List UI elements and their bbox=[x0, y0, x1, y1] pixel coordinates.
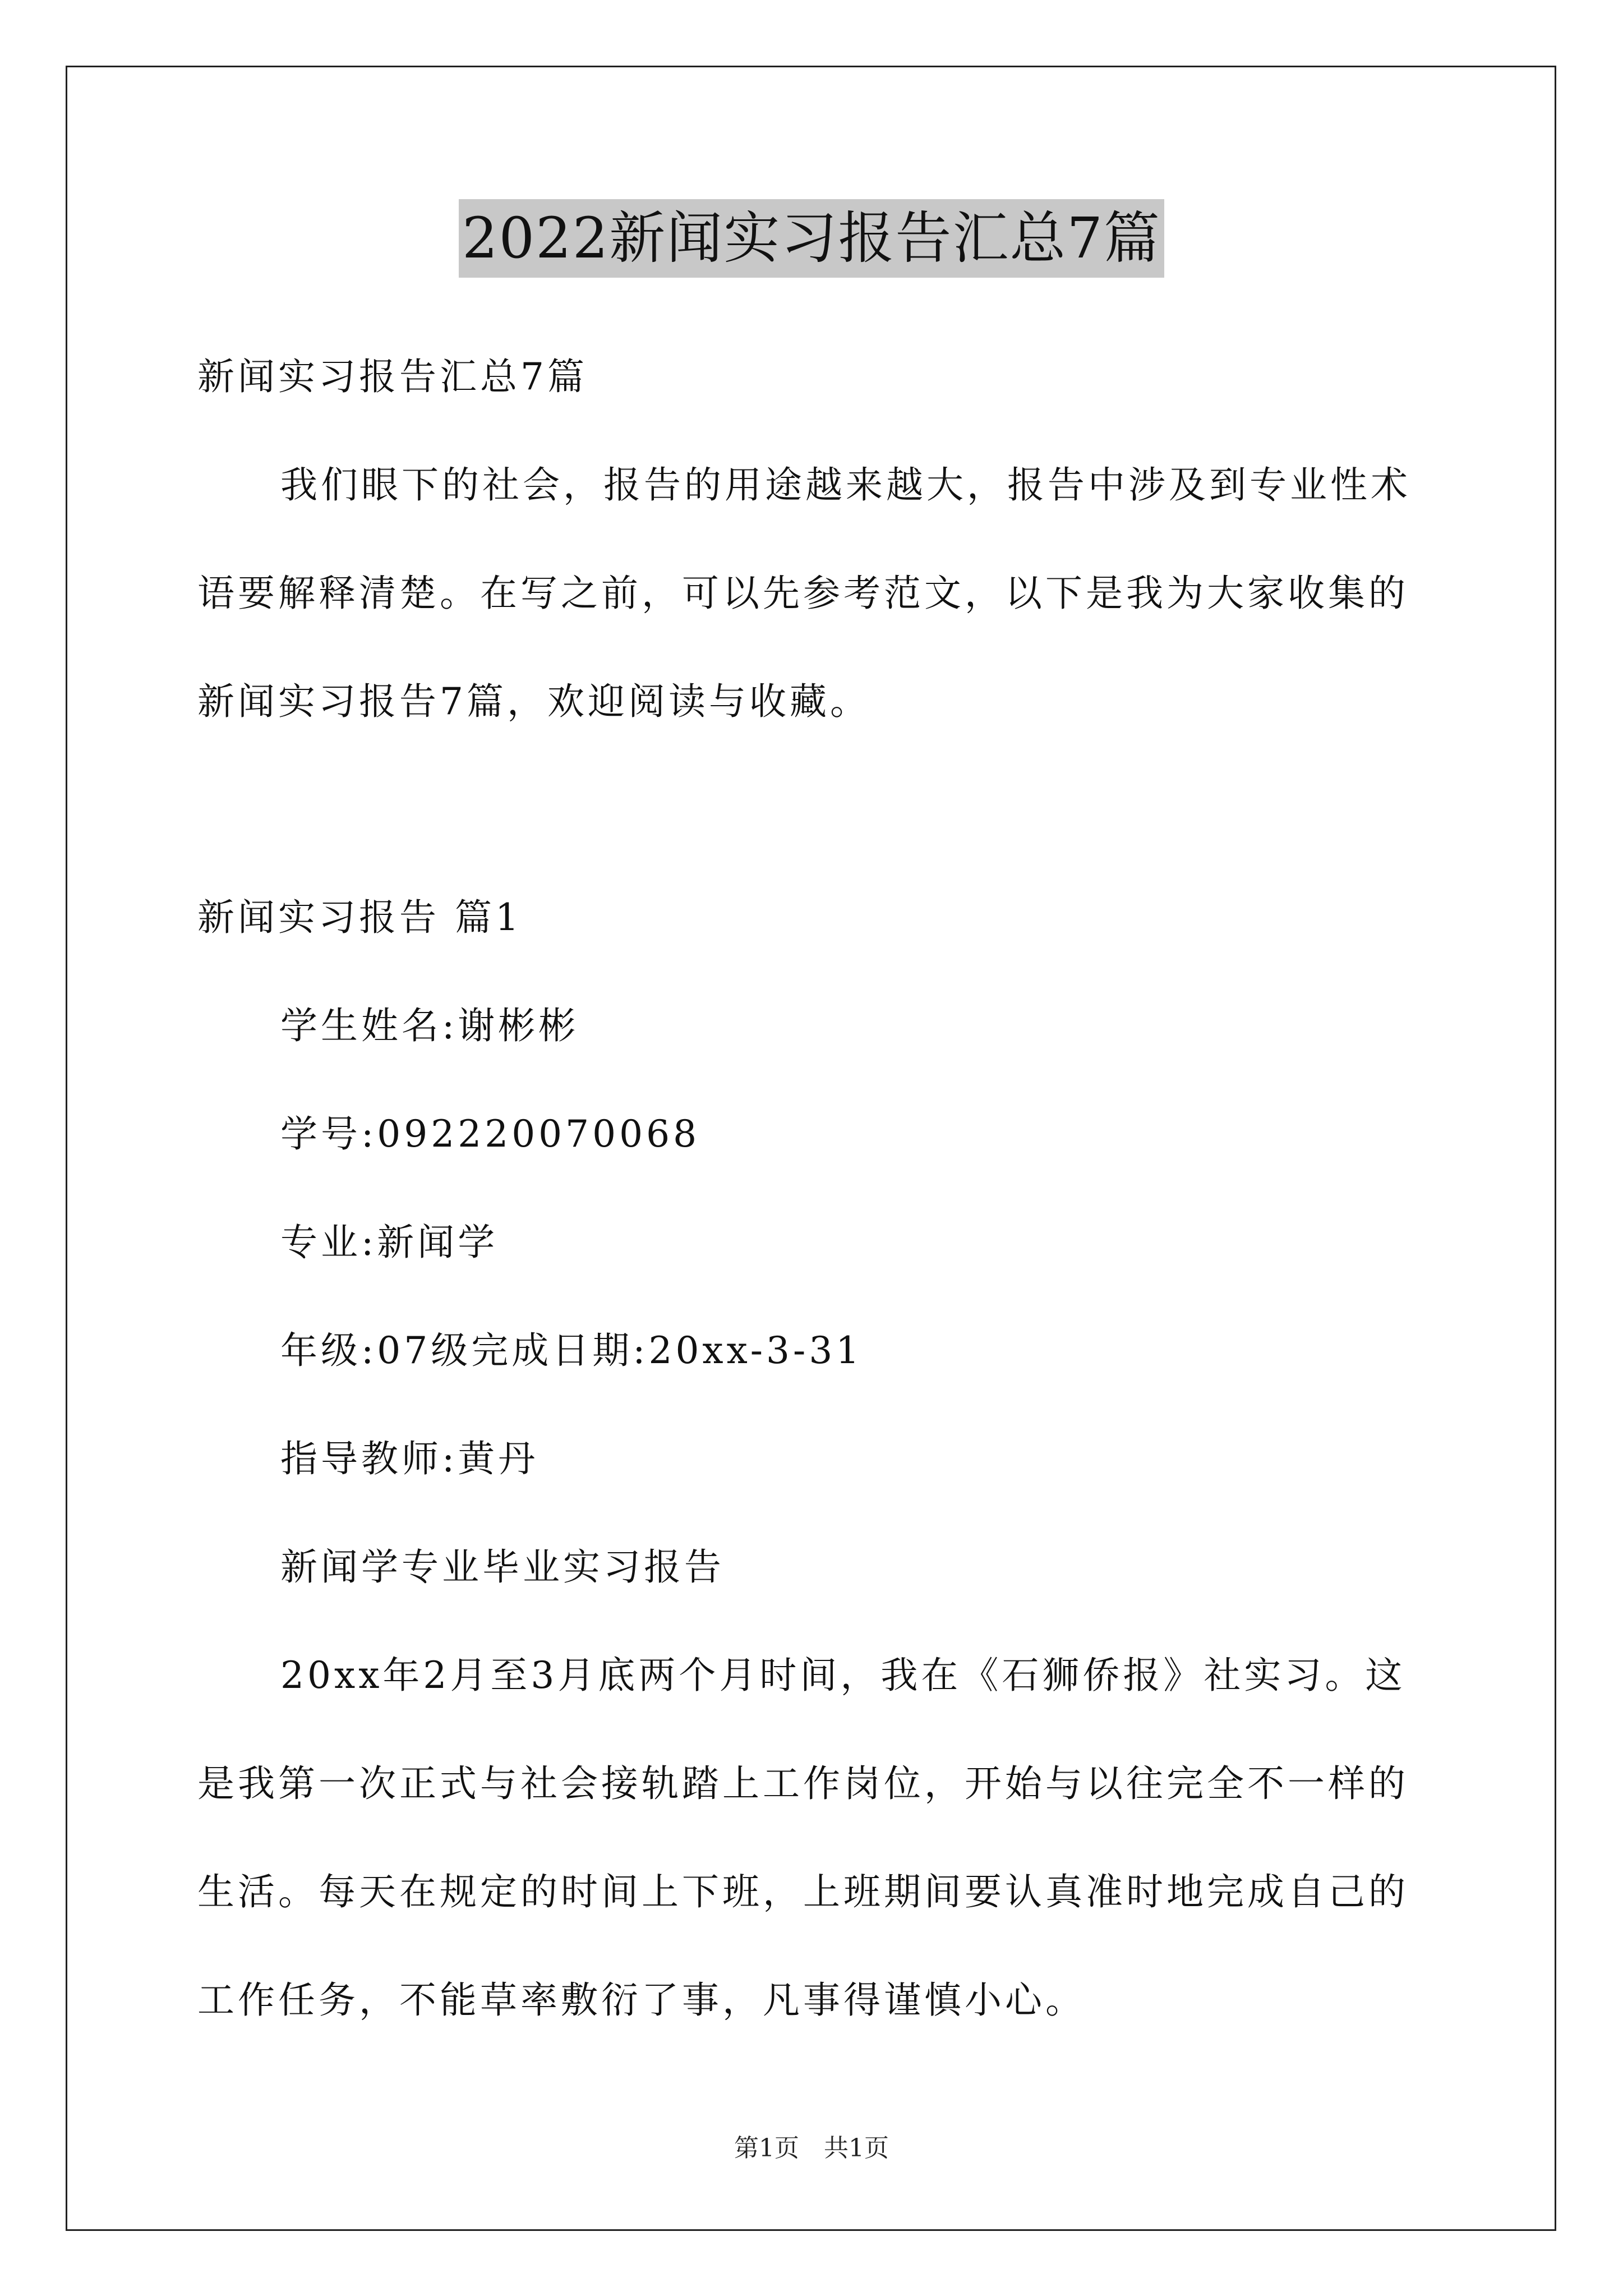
body-line-4: 工作任务，不能草率敷衍了事，凡事得谨慎小心。 bbox=[197, 1978, 1086, 2022]
field-major: 专业:新闻学 bbox=[280, 1221, 499, 1264]
field-grade-date: 年级:07级完成日期:20xx-3-31 bbox=[280, 1329, 863, 1372]
field-advisor: 指导教师:黄丹 bbox=[280, 1437, 539, 1480]
intro-line-1: 我们眼下的社会，报告的用途越来越大，报告中涉及到专业性术 bbox=[280, 463, 1411, 507]
document-title: 2022新闻实习报告汇总7篇 bbox=[459, 199, 1164, 278]
body-line-2: 是我第一次正式与社会接轨踏上工作岗位，开始与以往完全不一样的 bbox=[197, 1762, 1409, 1805]
intro-line-3: 新闻实习报告7篇，欢迎阅读与收藏。 bbox=[197, 680, 870, 723]
field-student-id: 学号:092220070068 bbox=[280, 1112, 700, 1156]
page-footer bbox=[0, 2132, 1623, 2165]
page-current: 第1页 bbox=[734, 2134, 799, 2162]
field-student-name: 学生姓名:谢彬彬 bbox=[280, 1004, 579, 1047]
intro-line-2: 语要解释清楚。在写之前，可以先参考范文，以下是我为大家收集的 bbox=[197, 572, 1409, 615]
body-line-3: 生活。每天在规定的时间上下班，上班期间要认真准时地完成自己的 bbox=[197, 1870, 1409, 1913]
body-line-1: 20xx年2月至3月底两个月时间，我在《石狮侨报》社实习。这 bbox=[280, 1654, 1406, 1697]
document-subtitle: 新闻实习报告汇总7篇 bbox=[197, 355, 588, 398]
page-total: 共1页 bbox=[824, 2134, 889, 2162]
report-title: 新闻学专业毕业实习报告 bbox=[280, 1545, 725, 1589]
title-container bbox=[0, 199, 1623, 278]
section-heading: 新闻实习报告 篇1 bbox=[197, 896, 522, 939]
